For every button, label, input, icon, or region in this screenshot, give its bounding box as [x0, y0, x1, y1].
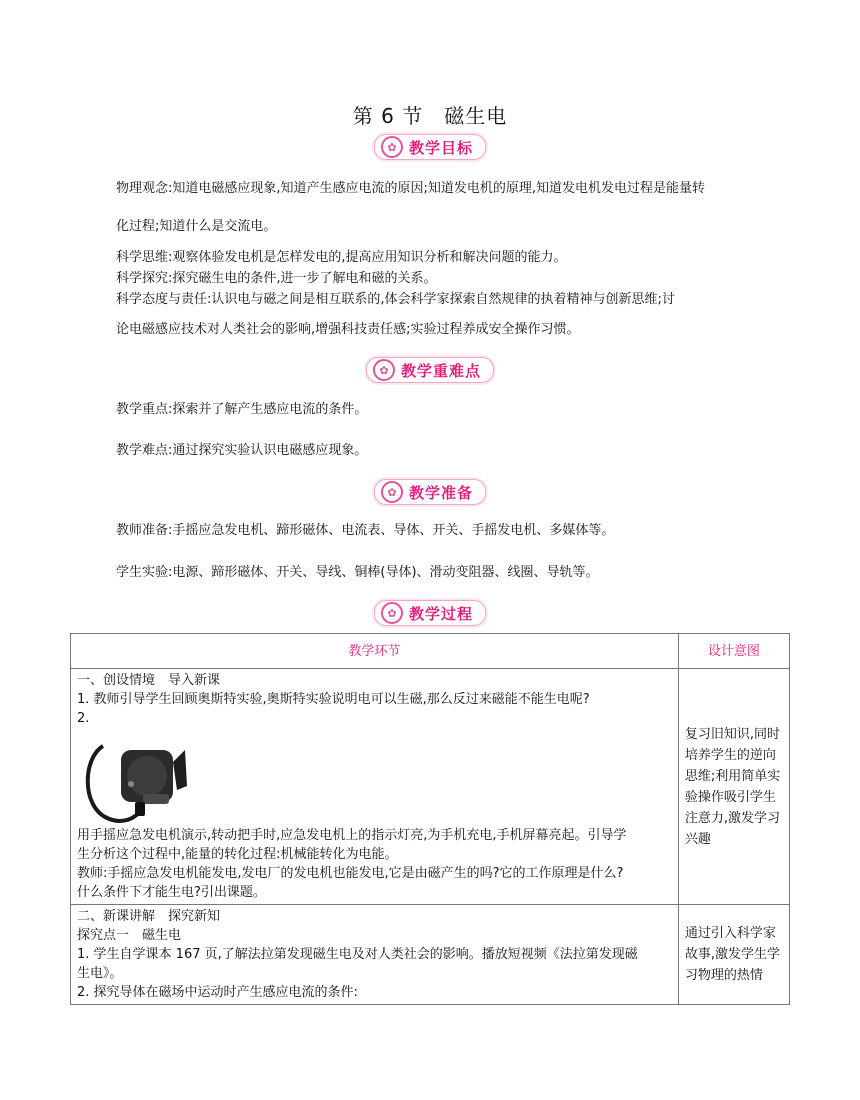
paragraph: 教师:手摇应急发电机能发电,发电厂的发电机也能发电,它是由磁产生的吗?它的工作原理是什么?	[77, 866, 624, 881]
goal-line: 科学态度与责任:认识电与磁之间是相互联系的,体会科学家探索自然规律的执着精神与创新思维;讨	[116, 292, 675, 307]
paragraph: 生分析这个过程中,能量的转化过程:机械能转化为电能。	[77, 847, 398, 862]
goal-line: 科学思维:观察体验发电机是怎样发电的,提高应用知识分析和解决问题的能力。	[116, 250, 567, 265]
teacher-prep: 教师准备:手摇应急发电机、蹄形磁体、电流表、导体、开关、手摇发电机、多媒体等。	[116, 523, 615, 538]
lotus-icon: ✿	[381, 481, 403, 503]
teaching-difficulty: 教学难点:通过探究实验认识电磁感应现象。	[116, 443, 368, 458]
section-badge-goals	[374, 134, 486, 160]
hand-crank-generator-image	[81, 732, 191, 824]
header-intent: 设计意图	[678, 634, 789, 669]
intent-cell: 复习旧知识,同时培养学生的逆向思维;利用简单实验操作吸引学生注意力,激发学习兴趣	[678, 669, 789, 905]
list-item: 2.	[77, 711, 90, 726]
list-item: 生电》。	[77, 966, 123, 981]
list-item: 1. 学生自学课本 167 页,了解法拉第发现磁生电及对人类社会的影响。播放短视频《法拉第发现磁	[77, 947, 638, 962]
lotus-icon: ✿	[381, 602, 403, 624]
list-item: 2. 探究导体在磁场中运动时产生感应电流的条件:	[77, 985, 358, 1000]
table-row	[71, 905, 790, 1005]
teaching-key: 教学重点:探索并了解产生感应电流的条件。	[116, 402, 368, 417]
subheading: 探究点一 磁生电	[77, 928, 182, 943]
section-label: 教学目标	[408, 138, 474, 157]
section-label: 教学准备	[408, 483, 474, 502]
goal-line: 论电磁感应技术对人类社会的影响,增强科技责任感;实验过程养成安全操作习惯。	[116, 322, 580, 337]
paragraph: 用手摇应急发电机演示,转动把手时,应急发电机上的指示灯亮,为手机充电,手机屏幕亮起。引导学	[77, 828, 627, 843]
intent-cell: 通过引入科学家故事,激发学生学习物理的热情	[678, 905, 789, 1005]
page-title: 第 6 节 磁生电	[352, 104, 508, 128]
stage-heading: 二、新课讲解 探究新知	[77, 909, 221, 924]
student-prep: 学生实验:电源、蹄形磁体、开关、导线、铜棒(导体)、滑动变阻器、线圈、导轨等。	[116, 565, 599, 580]
section-label: 教学过程	[408, 604, 474, 623]
table-row	[71, 669, 790, 905]
section-badge-process	[374, 600, 486, 626]
stage-cell	[71, 905, 679, 1005]
goal-line: 科学探究:探究磁生电的条件,进一步了解电和磁的关系。	[116, 271, 437, 286]
stage-cell	[71, 669, 679, 905]
section-badge-keys	[366, 357, 494, 383]
section-label: 教学重难点	[400, 361, 482, 380]
stage-heading: 一、创设情境 导入新课	[77, 673, 221, 688]
process-table	[70, 633, 790, 1005]
goal-line: 化过程;知道什么是交流电。	[116, 219, 277, 234]
lotus-icon: ✿	[381, 136, 403, 158]
paragraph: 什么条件下才能生电?引出课题。	[77, 885, 266, 900]
goal-line: 物理观念:知道电磁感应现象,知道产生感应电流的原因;知道发电机的原理,知道发电机发电过程是能量转	[116, 181, 706, 196]
lotus-icon: ✿	[373, 359, 395, 381]
list-item: 1. 教师引导学生回顾奥斯特实验,奥斯特实验说明电可以生磁,那么反过来磁能不能生电呢?	[77, 692, 590, 707]
header-stage: 教学环节	[71, 634, 679, 669]
section-badge-prep	[374, 479, 486, 505]
table-header-row	[71, 634, 790, 669]
